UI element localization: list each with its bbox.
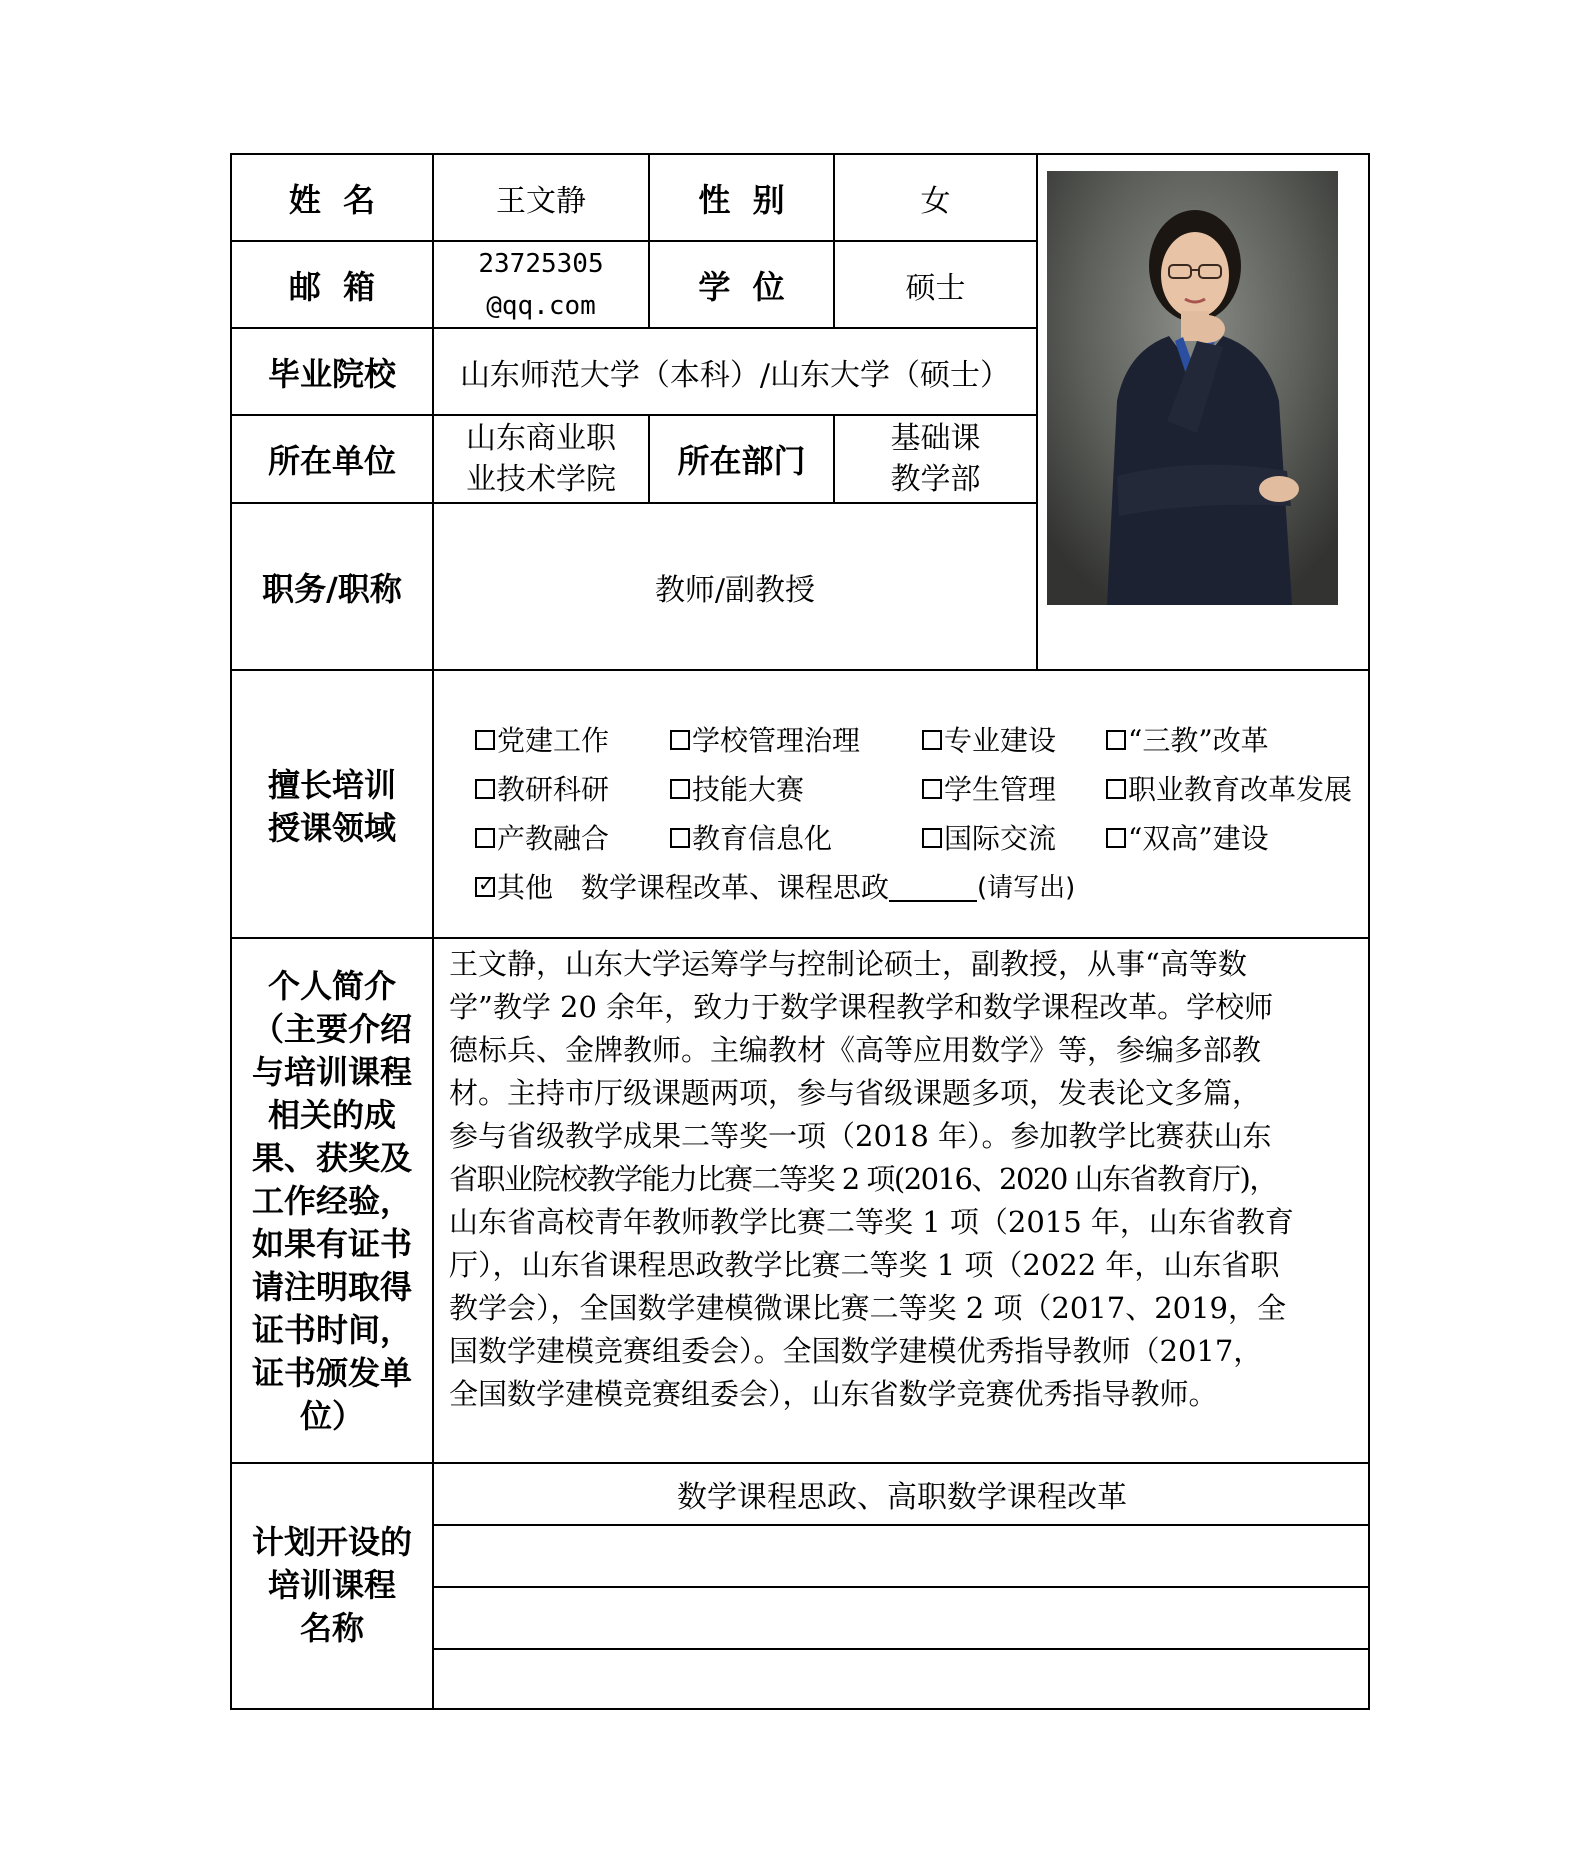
profile-photo: [1047, 171, 1338, 605]
label-courses: 计划开设的 培训课程 名称: [251, 1523, 412, 1647]
checkbox-label: 技能大赛: [692, 772, 805, 806]
checkbox-label: “三教”改革: [1128, 723, 1269, 757]
bio-text: [449, 943, 1361, 1416]
label-bio: 个人简介 （主要介绍 与培训课程 相关的成 果、获奖及 工作经验， 如果有证书 请注明取得 证书时间， 证书颁发单 位）: [251, 967, 412, 1435]
checkbox-label: 学校管理治理: [692, 723, 861, 757]
checkbox-row-other: [475, 861, 1365, 910]
label-title: 职务/职称: [262, 569, 402, 608]
checkbox-row: [475, 812, 1365, 861]
label-department: 所在部门: [677, 442, 806, 480]
checkbox-teaching-research[interactable]: [475, 768, 670, 808]
course-row-2: [434, 1526, 1370, 1586]
label-school: 毕业院校: [267, 354, 396, 393]
checkbox-icon[interactable]: [922, 730, 942, 750]
label-name: 姓 名: [288, 180, 376, 219]
bio-line: 国数学建模竞赛组委会）。全国数学建模优秀指导教师（2017，: [449, 1334, 1263, 1368]
value-name: 王文静: [496, 183, 586, 219]
checkbox-double-high[interactable]: [1106, 817, 1269, 857]
checkbox-icon[interactable]: [475, 779, 495, 799]
checkbox-label: “双高”建设: [1128, 821, 1269, 855]
checkbox-icon[interactable]: [922, 828, 942, 848]
checkbox-skills-competition[interactable]: [670, 768, 922, 808]
course-row-3: [434, 1588, 1370, 1648]
checkbox-label: 其他: [497, 870, 554, 904]
bio-line: 学”教学 20 余年，致力于数学课程教学和数学课程改革。学校师: [449, 990, 1274, 1024]
checkbox-industry-education[interactable]: [475, 817, 670, 857]
checkbox-major-construction[interactable]: [922, 719, 1106, 759]
other-suffix: (请写出): [977, 873, 1076, 903]
portrait-image: [1047, 171, 1338, 605]
column-divider: [1036, 153, 1038, 669]
value-degree: 硕士: [905, 270, 966, 306]
value-gender: 女: [920, 183, 951, 219]
row-divider: [230, 937, 1370, 939]
bio-line: 全国数学建模竞赛组委会），山东省数学竞赛优秀指导教师。: [449, 1377, 1218, 1411]
checkbox-school-governance[interactable]: [670, 719, 922, 759]
checkbox-icon[interactable]: [475, 730, 495, 750]
checkbox-label: 产教融合: [497, 821, 610, 855]
checkbox-party-building[interactable]: [475, 719, 670, 759]
checkbox-row: [475, 714, 1365, 763]
checkbox-icon[interactable]: [670, 828, 690, 848]
course-row-4: [434, 1650, 1370, 1708]
bio-line: 教学会），全国数学建模微课比赛二等奖 2 项（2017、2019，全: [449, 1291, 1286, 1325]
other-text: 数学课程改革、课程思政: [581, 870, 890, 904]
checkbox-label: 党建工作: [497, 723, 610, 757]
checkbox-icon[interactable]: [475, 828, 495, 848]
value-school: 山东师范大学（本科）/山东大学（硕士）: [459, 357, 1011, 393]
bio-line: 省职业院校教学能力比赛二等奖 2 项(2016、2020 山东省教育厅)，: [449, 1162, 1277, 1196]
checkbox-vocational-reform[interactable]: [1106, 768, 1352, 808]
bio-line: 王文静，山东大学运筹学与控制论硕士，副教授，从事“高等数: [449, 947, 1247, 981]
checkbox-other[interactable]: [475, 866, 1075, 906]
checkbox-label: 教研科研: [497, 772, 610, 806]
value-email: 23725305 @qq.com: [478, 248, 604, 321]
expertise-checkbox-group: [475, 714, 1365, 910]
label-expertise: 擅长培训 授课领域: [267, 766, 396, 847]
value-title: 教师/副教授: [654, 572, 816, 608]
checkbox-international-exchange[interactable]: [922, 817, 1106, 857]
checkbox-label: 职业教育改革发展: [1128, 772, 1353, 806]
course-row-1: 数学课程思政、高职数学课程改革: [677, 1480, 1127, 1515]
label-unit: 所在单位: [267, 442, 396, 480]
row-divider: [230, 669, 1370, 671]
bio-line: 厅），山东省课程思政教学比赛二等奖 1 项（2022 年，山东省职: [449, 1248, 1280, 1282]
checkbox-icon[interactable]: [1106, 828, 1126, 848]
checkbox-label: 教育信息化: [692, 821, 833, 855]
label-degree: 学 位: [698, 267, 785, 306]
bio-line: 德标兵、金牌教师。主编教材《高等应用数学》等，参编多部教: [449, 1033, 1262, 1067]
checkbox-label: 国际交流: [944, 821, 1057, 855]
checkbox-icon[interactable]: [1106, 730, 1126, 750]
checkbox-student-management[interactable]: [922, 768, 1106, 808]
checked-checkbox-icon[interactable]: [475, 877, 495, 897]
checkbox-icon[interactable]: [670, 779, 690, 799]
checkbox-education-informatization[interactable]: [670, 817, 922, 857]
bio-line: 参与省级教学成果二等奖一项（2018 年）。参加教学比赛获山东: [449, 1119, 1272, 1153]
bio-line: 山东省高校青年教师教学比赛二等奖 1 项（2015 年，山东省教育: [449, 1205, 1294, 1239]
checkbox-icon[interactable]: [670, 730, 690, 750]
checkbox-label: 学生管理: [944, 772, 1057, 806]
checkbox-three-teaching-reform[interactable]: [1106, 719, 1269, 759]
checkbox-label: 专业建设: [944, 723, 1057, 757]
label-email: 邮 箱: [288, 267, 376, 306]
checkbox-icon[interactable]: [1106, 779, 1126, 799]
checkbox-icon[interactable]: [922, 779, 942, 799]
bio-line: 材。主持市厅级课题两项，参与省级课题多项，发表论文多篇，: [449, 1076, 1262, 1110]
other-underline: [889, 870, 977, 902]
label-gender: 性 别: [698, 180, 785, 219]
checkbox-row: [475, 763, 1365, 812]
value-department: 基础课 教学部: [890, 421, 981, 497]
value-unit: 山东商业职 业技术学院: [466, 421, 616, 497]
